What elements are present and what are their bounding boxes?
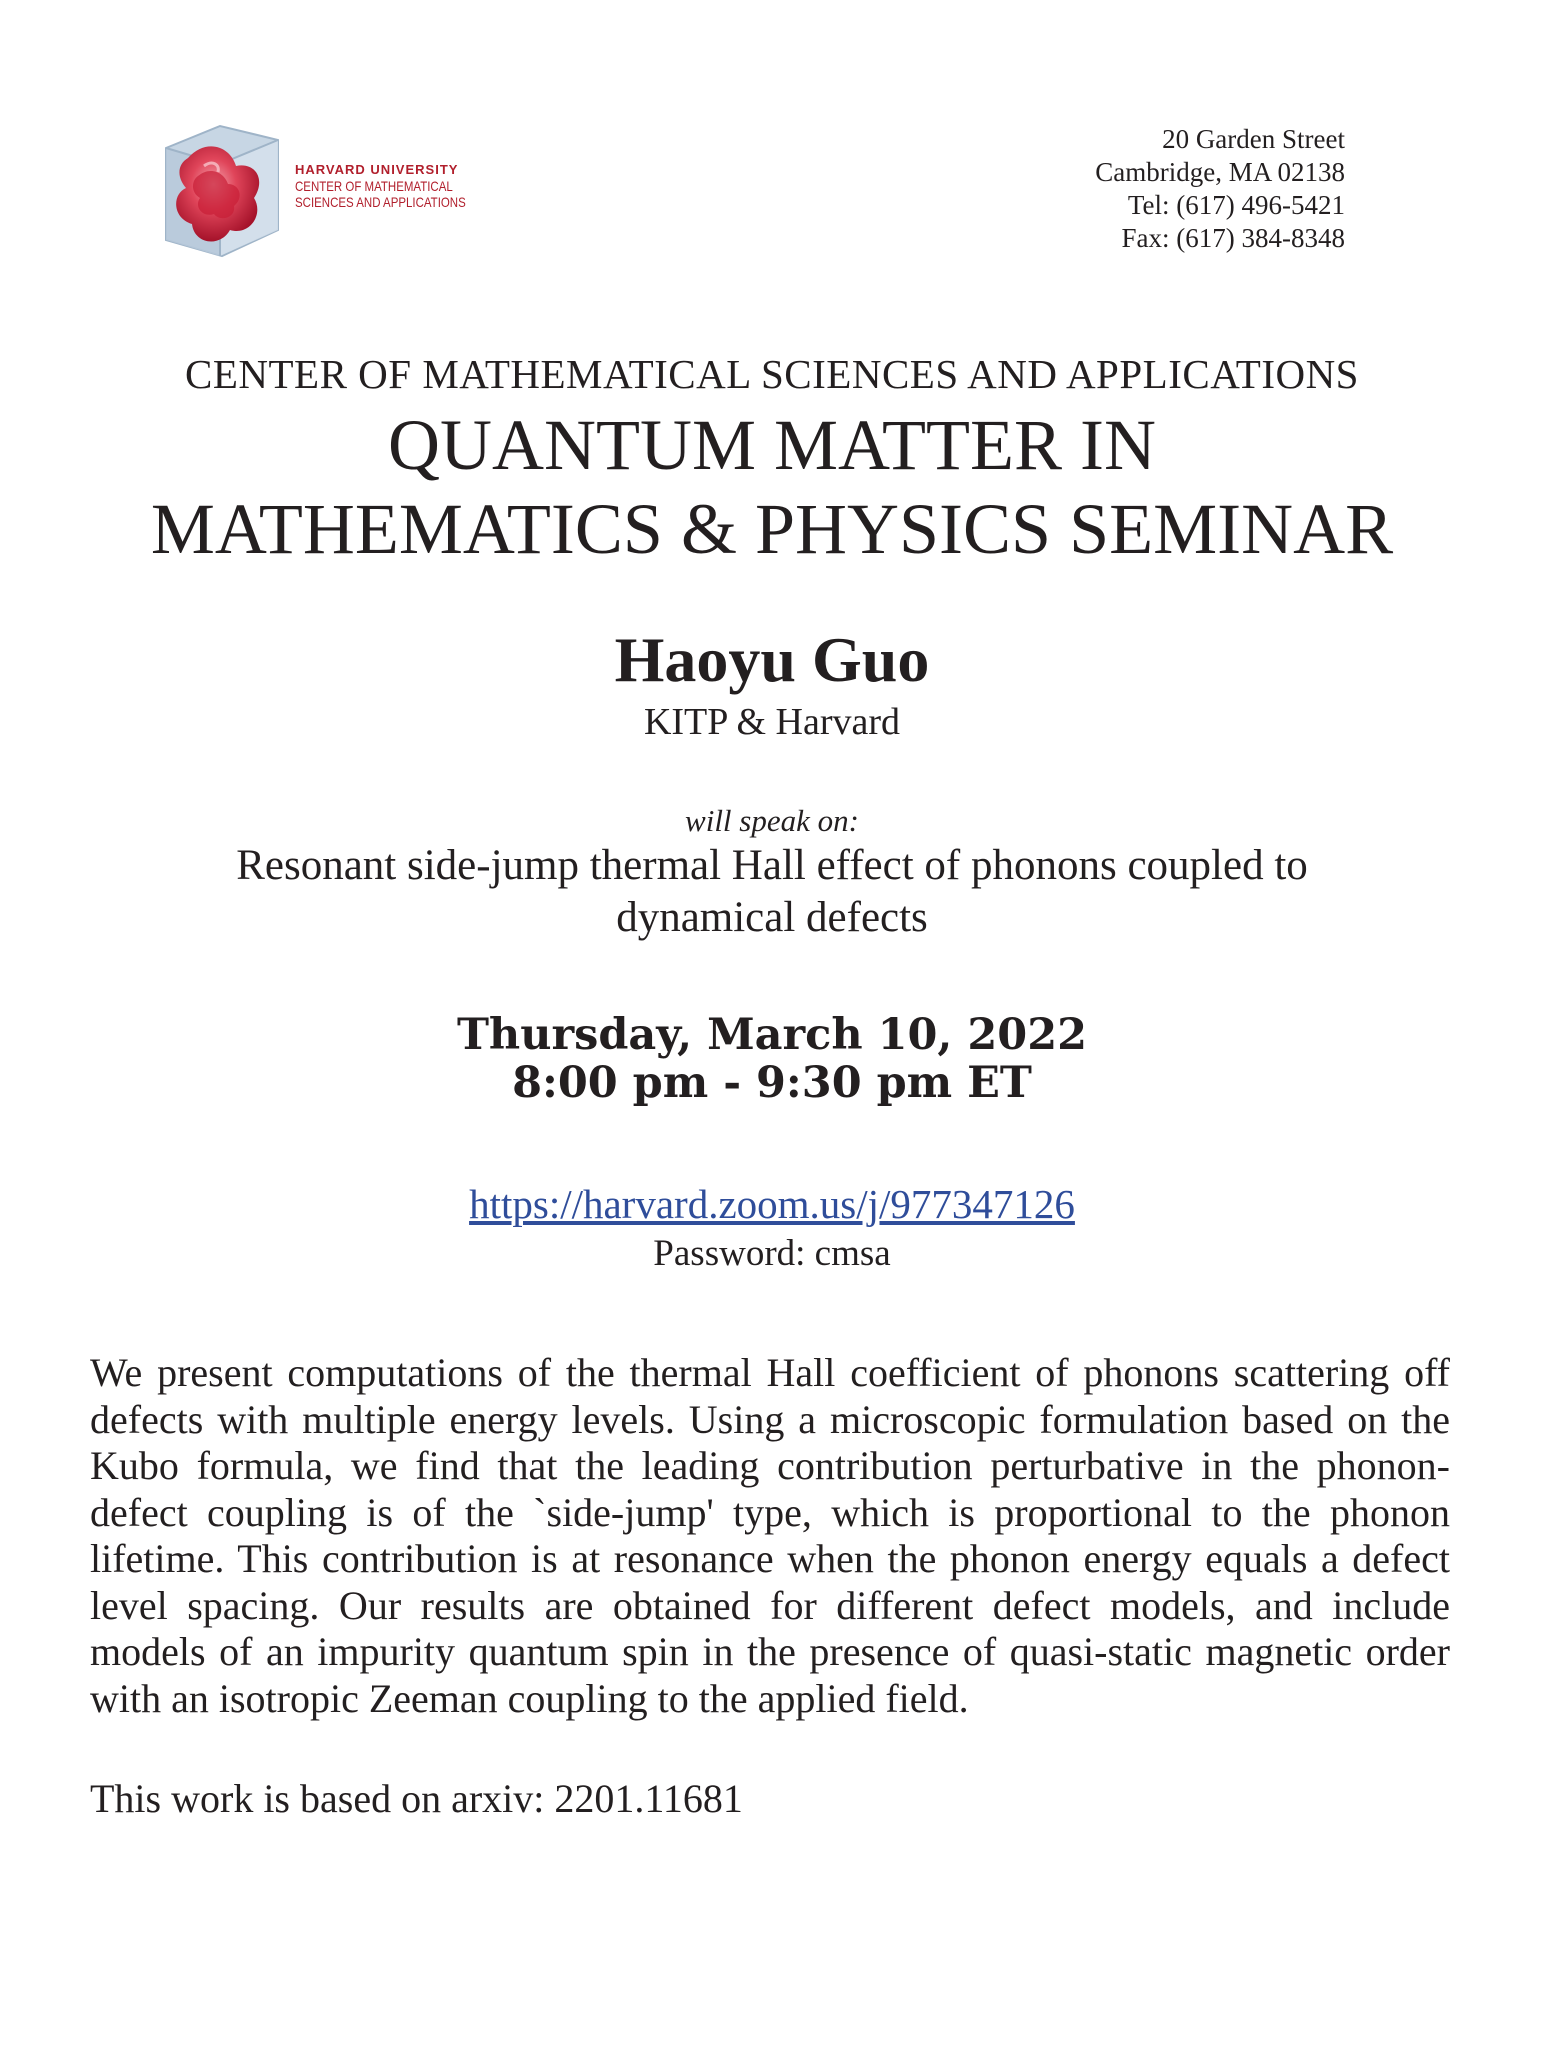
abstract-paragraph: We present computations of the thermal Hall coefficient of phonons scattering off defects with multiple energy levels. Using a microscopic formulation based on the Kubo formula, we find that the leading contribution perturbative in the phonon-defect coupling is of the `side-jump' type, which is proportional to the phonon lifetime. This contribution is at resonance when the phonon energy equals a defect level spacing. Our results are obtained for different defect models, and include models of an impurity quantum spin in the presence of quasi-static magnetic order with an isotropic Zeeman coupling to the applied field. <box>90 1350 1450 1721</box>
zoom-link[interactable]: https://harvard.zoom.us/j/977347126 <box>469 1181 1075 1227</box>
address-street: 20 Garden Street <box>1162 124 1345 154</box>
zoom-link-container <box>0 1180 1544 1228</box>
logo-center-label: CENTER OF MATHEMATICAL <box>295 178 453 194</box>
seminar-title-line1: QUANTUM MATTER IN <box>388 405 1156 485</box>
cmsa-logo <box>158 118 488 263</box>
logo-university-label: HARVARD UNIVERSITY <box>295 162 459 177</box>
talk-title-line1: Resonant side-jump thermal Hall effect of phonons coupled to <box>236 842 1308 889</box>
logo-sciences-label: SCIENCES AND APPLICATIONS <box>295 194 466 210</box>
talk-title-line2: dynamical defects <box>616 894 928 941</box>
seminar-title <box>0 403 1544 571</box>
address-tel: Tel: (617) 496-5421 <box>1127 190 1345 220</box>
event-date: Thursday, March 10, 2022 <box>456 1010 1088 1060</box>
address-block <box>1095 123 1345 255</box>
address-city: Cambridge, MA 02138 <box>1095 157 1345 187</box>
address-fax: Fax: (617) 384-8348 <box>1121 223 1345 253</box>
meeting-password: Password: cmsa <box>653 1233 891 1274</box>
arxiv-reference: This work is based on arxiv: 2201.11681 <box>90 1776 743 1821</box>
speaker-affiliation: KITP & Harvard <box>643 701 901 743</box>
speaker-name: Haoyu Guo <box>614 624 930 695</box>
cmsa-cube-logo-icon <box>158 118 284 260</box>
seminar-title-line2: MATHEMATICS & PHYSICS SEMINAR <box>150 489 1394 569</box>
center-name-heading: CENTER OF MATHEMATICAL SCIENCES AND APPLICATIONS <box>184 351 1359 397</box>
will-speak-label: will speak on: <box>685 803 859 838</box>
talk-title <box>0 840 1544 944</box>
event-time: 8:00 pm - 9:30 pm ET <box>512 1058 1032 1108</box>
